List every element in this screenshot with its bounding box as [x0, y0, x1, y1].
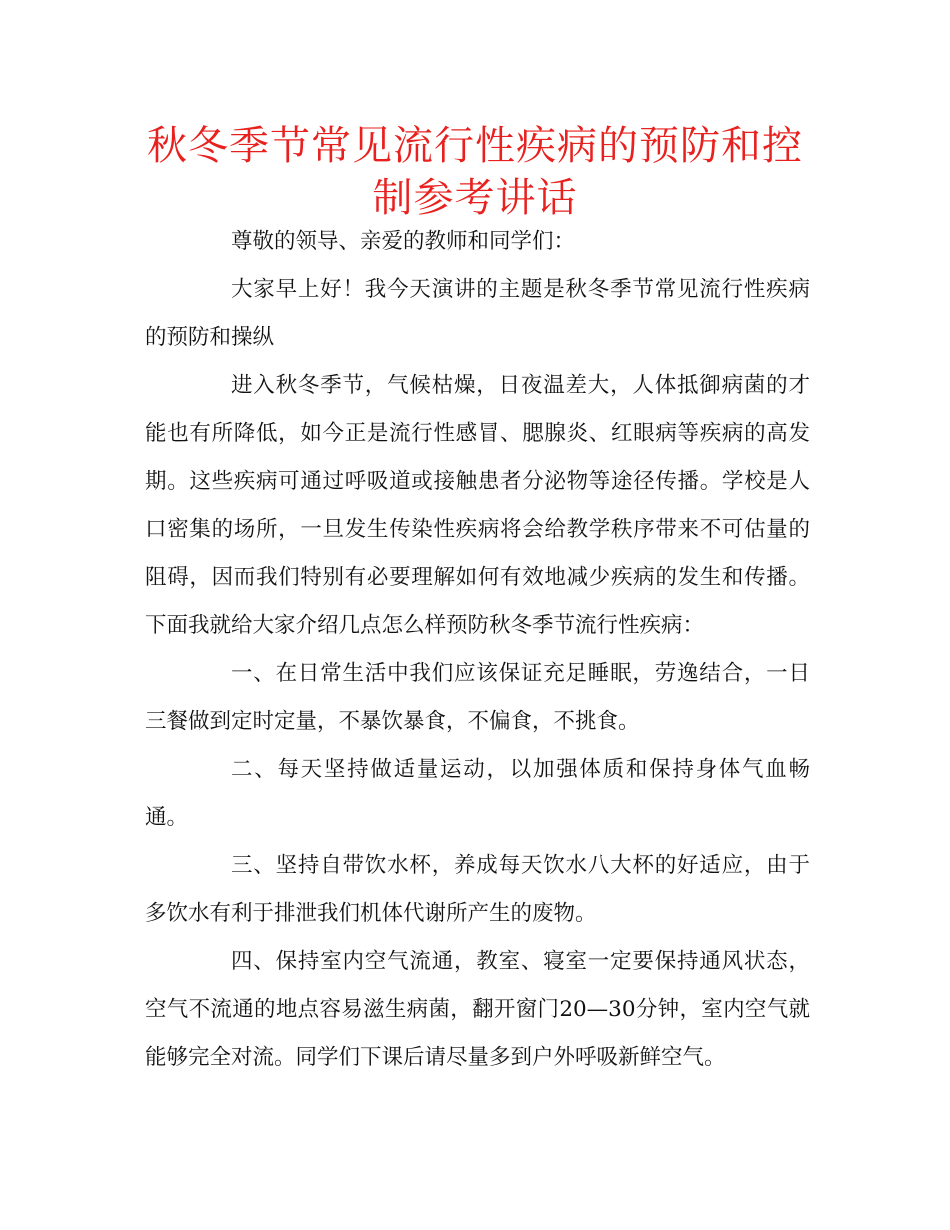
paragraph-greeting-topic: 大家早上好！我今天演讲的主题是秋冬季节常见流行性疾病的预防和操纵 [145, 277, 810, 350]
paragraph-salutation: 尊敬的领导、亲爱的教师和同学们： [231, 229, 576, 254]
paragraph-point-two: 二、每天坚持做适量运动，以加强体质和保持身体气血畅通。 [145, 757, 810, 830]
document-title: 秋冬季节常见流行性疾病的预防和控制参考讲话 [147, 123, 803, 221]
paragraph-point-one: 一、在日常生活中我们应该保证充足睡眠，劳逸结合，一日三餐做到定时定量，不暴饮暴食，不偏食，不挑食。 [145, 661, 810, 734]
paragraph-point-three: 三、坚持自带饮水杯，养成每天饮水八大杯的好适应，由于多饮水有利于排泄我们机体代谢所产生的废物。 [145, 853, 810, 926]
document-body [145, 218, 810, 1082]
paragraph-introduction: 进入秋冬季节，气候枯燥，日夜温差大，人体抵御病菌的才能也有所降低，如今正是流行性感冒、腮腺炎、红眼病等疾病的高发期。这些疾病可通过呼吸道或接触患者分泌物等途径传播。学校是人口密集的场所，一旦发生传染性疾病将会给教学秩序带来不可估量的阻碍，因而我们特别有必要理解如何有效地减少疾病的发生和传播。下面我就给大家介绍几点怎么样预防秋冬季节流行性疾病： [145, 373, 810, 638]
paragraph-point-four: 四、保持室内空气流通，教室、寝室一定要保持通风状态，空气不流通的地点容易滋生病菌，翻开窗门20—30分钟，室内空气就能够完全对流。同学们下课后请尽量多到户外呼吸新鲜空气。 [145, 949, 810, 1070]
